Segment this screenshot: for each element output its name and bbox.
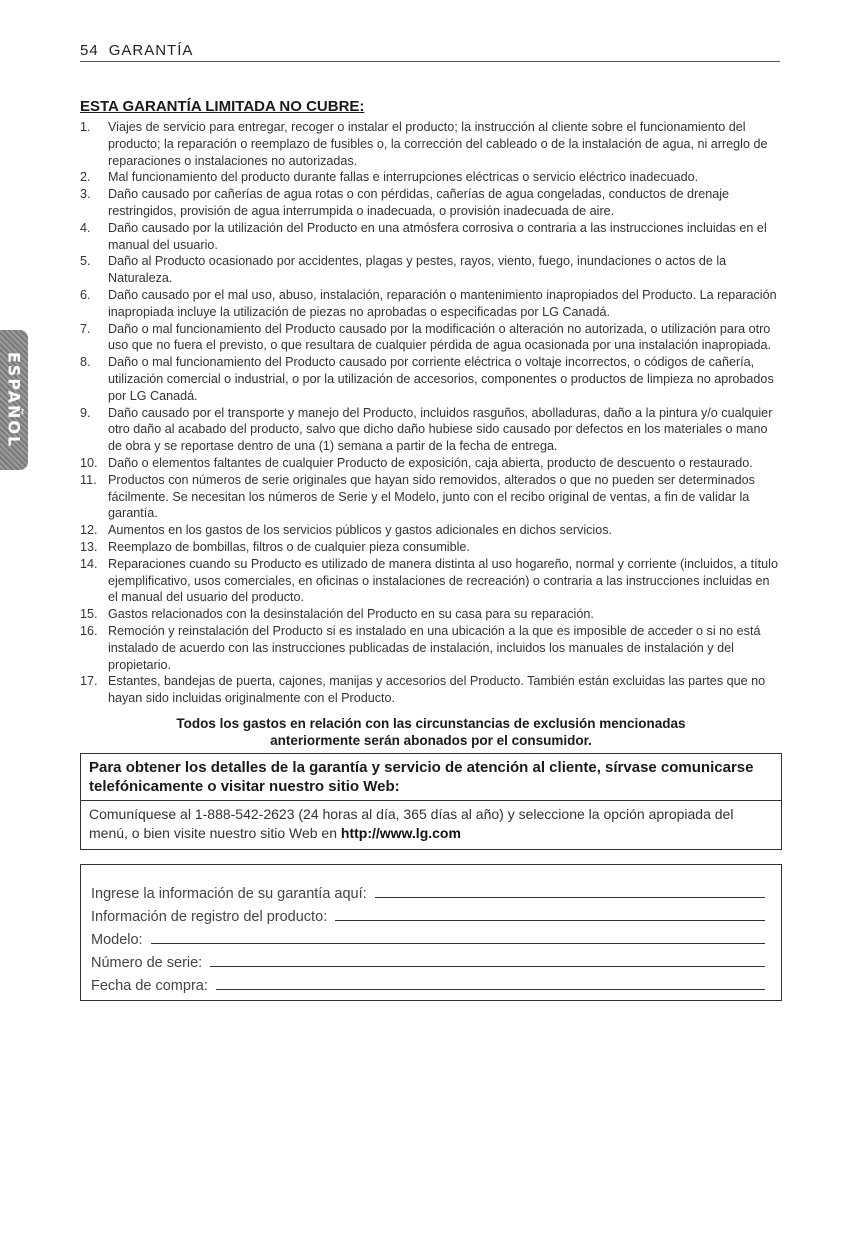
- exclusions-list: [80, 119, 782, 707]
- page-header: [80, 42, 780, 62]
- list-item: [80, 354, 782, 404]
- item-number: 4.: [80, 220, 91, 235]
- form-row-serial: [91, 948, 765, 971]
- item-text: Reparaciones cuando su Producto es utilizado de manera distinta al uso hogareño, normal y corriente (incluidos, a título ejemplificativo, usos comerciales, en oficinas o instalaciones de recreación) o contraria a las instrucciones incluidas en el manual del usuario del producto.: [108, 556, 778, 605]
- item-text: Estantes, bandejas de puerta, cajones, manijas y accesorios del Producto. También están excluidas las partes que no hayan sido incluidas originalmente con el Producto.: [108, 674, 766, 706]
- form-row-model: [91, 925, 765, 948]
- section-name: GARANTÍA: [108, 42, 194, 59]
- list-item: [80, 556, 782, 606]
- list-item: [80, 405, 782, 455]
- list-item: [80, 119, 782, 169]
- item-text: Daño causado por el transporte y manejo del Producto, incluidos rasguños, abolladuras, daño a la pintura y/o cualquier otro daño al acabado del producto, salvo que dicho daño hubiese sido causado por defectos en los materiales o mano de obra y se reportase dentro de una (1) semana a partir de la fecha de entrega.: [108, 405, 773, 454]
- list-item: [80, 220, 782, 254]
- website-link[interactable]: http://www.lg.com: [340, 824, 461, 841]
- list-item: [80, 539, 782, 556]
- form-label: Número de serie:: [91, 954, 203, 971]
- item-text: Aumentos en los gastos de los servicios públicos y gastos adicionales en dichos servicios.: [108, 523, 613, 538]
- item-number: 7.: [80, 321, 91, 336]
- item-number: 8.: [80, 355, 91, 370]
- page-number: 54: [80, 42, 99, 59]
- form-row-warranty-info: [91, 879, 765, 902]
- consumer-expense-note: [80, 715, 782, 749]
- model-field[interactable]: [151, 943, 765, 944]
- item-text: Daño o mal funcionamiento del Producto causado por la modificación o alteración no autorizada, o utilización para otro uso que no fuera el previsto, o que resultara de cualquier pérdida de agua ocasionada por una instalación inapropiada.: [108, 321, 772, 353]
- item-number: 1.: [80, 120, 91, 134]
- form-row-purchase-date: [91, 971, 765, 994]
- item-number: 16.: [80, 623, 98, 638]
- list-item: [80, 253, 782, 287]
- language-tab-label: ESPAÑOL: [4, 351, 24, 449]
- item-text: Mal funcionamiento del producto durante fallas e interrupciones eléctricas o servicio eléctrico inadecuado.: [108, 170, 699, 185]
- registration-field[interactable]: [335, 920, 765, 921]
- item-text: Gastos relacionados con la desinstalación del Producto en su casa para su reparación.: [108, 607, 594, 622]
- item-number: 10.: [80, 455, 98, 470]
- item-text: Daño causado por cañerías de agua rotas o con pérdidas, cañerías de agua congeladas, conductos de drenaje restringidos, provisión de agua interrumpida o inadecuada, o provisión inadecuada de aire.: [108, 187, 730, 218]
- list-item: [80, 522, 782, 539]
- main-content: [80, 98, 782, 1001]
- section-title: ESTA GARANTÍA LIMITADA NO CUBRE:: [80, 98, 365, 115]
- item-number: 17.: [80, 674, 98, 689]
- form-label: Modelo:: [91, 931, 143, 948]
- item-number: 13.: [80, 539, 98, 554]
- list-item: [80, 472, 782, 522]
- item-text: Remoción y reinstalación del Producto si es instalado en una ubicación a la que es imposible de acceder o si no está instalado de acuerdo con las instrucciones publicadas de instalación, incluidos los manuales de instalación y del propietario.: [108, 623, 761, 672]
- item-number: 6.: [80, 287, 91, 302]
- form-label: Fecha de compra:: [91, 977, 208, 994]
- form-row-registration: [91, 902, 765, 925]
- serial-number-field[interactable]: [210, 966, 765, 967]
- item-number: 9.: [80, 405, 91, 420]
- item-text: Daño o elementos faltantes de cualquier Producto de exposición, caja abierta, producto de descuento o restaurado.: [108, 455, 753, 470]
- contact-box-body: [81, 801, 781, 849]
- item-number: 11.: [80, 472, 97, 487]
- list-item: [80, 321, 782, 355]
- list-item: [80, 186, 782, 220]
- contact-box-title: Para obtener los detalles de la garantía y servicio de atención al cliente, sírvase comunicarse telefónicamente o visitar nuestro sitio Web:: [81, 754, 781, 801]
- form-label: Información de registro del producto:: [91, 908, 328, 925]
- contact-text: Comuníquese al 1-888-542-2623 (24 horas al día, 365 días al año) y seleccione la opción apropiada del menú, o bien visite nuestro sitio Web en: [89, 805, 734, 841]
- note-line-1: Todos los gastos en relación con las circunstancias de exclusión mencionadas: [176, 715, 686, 731]
- list-item: [80, 673, 782, 707]
- list-item: [80, 606, 782, 623]
- item-text: Daño al Producto ocasionado por accidentes, plagas y pestes, rayos, viento, fuego, inundaciones o actos de la Naturaleza.: [108, 254, 727, 286]
- item-number: 5.: [80, 254, 91, 269]
- item-number: 14.: [80, 556, 98, 571]
- contact-box: [80, 753, 782, 850]
- language-tab: [0, 330, 28, 470]
- item-number: 2.: [80, 170, 91, 185]
- list-item: [80, 623, 782, 673]
- item-text: Reemplazo de bombillas, filtros o de cualquier pieza consumible.: [108, 539, 470, 554]
- list-item: [80, 455, 782, 472]
- list-item: [80, 287, 782, 321]
- item-text: Daño o mal funcionamiento del Producto causado por corriente eléctrica o voltaje incorrectos, o códigos de cañería, utilización comercial o industrial, o por la utilización de accesorios, componentes o productos de limpieza no aprobados por LG Canadá.: [108, 355, 774, 403]
- warranty-info-form: [80, 864, 782, 1001]
- form-label: Ingrese la información de su garantía aquí:: [91, 885, 367, 902]
- item-number: 12.: [80, 523, 98, 538]
- note-line-2: anteriormente serán abonados por el consumidor.: [270, 732, 592, 748]
- item-number: 3.: [80, 187, 91, 202]
- list-item: [80, 169, 782, 186]
- item-text: Daño causado por el mal uso, abuso, instalación, reparación o mantenimiento inapropiados del Producto. La reparación inapropiada incluye la utilización de piezas no aprobadas o especificadas por LG Canadá.: [108, 287, 777, 319]
- warranty-info-field[interactable]: [375, 897, 765, 898]
- item-text: Viajes de servicio para entregar, recoger o instalar el producto; la instrucción al cliente sobre el funcionamiento del producto; la reparación o reemplazo de fusibles o, la corrección del cableado o de la instalación de agua, ni arreglo de reparaciones o instalaciones no autorizadas.: [108, 120, 768, 168]
- item-text: Daño causado por la utilización del Producto en una atmósfera corrosiva o contraria a las instrucciones incluidas en el manual del usuario.: [108, 220, 767, 252]
- item-number: 15.: [80, 607, 98, 622]
- purchase-date-field[interactable]: [216, 989, 765, 990]
- item-text: Productos con números de serie originales que hayan sido removidos, alterados o que no pueden ser determinados fácilmente. Se necesitan los números de Serie y el Modelo, junto con el recibo original de ventas, a fin de validar la garantía.: [108, 472, 755, 521]
